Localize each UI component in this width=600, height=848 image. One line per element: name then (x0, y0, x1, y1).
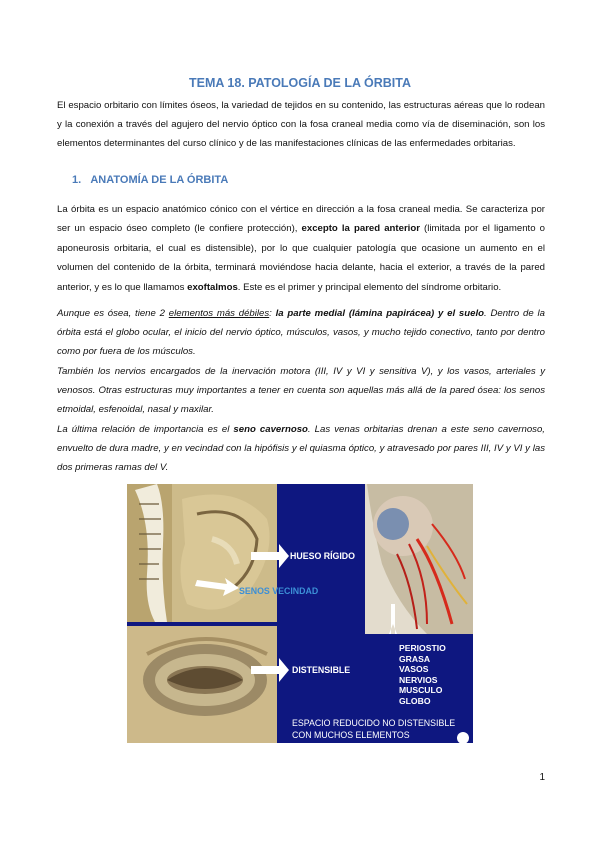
orbit-anatomy-figure (127, 484, 473, 743)
page-number: 1 (539, 772, 545, 783)
p2-bold-medial-floor: la parte medial (lámina papirácea) y el suelo (275, 308, 484, 319)
p1-text-e: . Este es el primer y principal elemento del síndrome orbitario. (237, 281, 502, 293)
page-title: TEMA 18. PATOLOGÍA DE LA ÓRBITA (189, 76, 411, 90)
label-distensible: DISTENSIBLE (292, 665, 351, 675)
content-item: PERIOSTIO (399, 643, 446, 653)
p1-text-a: La órbita es un espacio anatómico cónico con el vértice en dirección a la fosa craneal media. Se caracteriza por ser un espacio óseo completo (le confiere protección), (57, 204, 545, 235)
p2-text-e: . Dentro de la órbita está el globo ocular, el inicio del nervio óptico, músculos, vasos, y mucho tejido conectivo, tanto por dentro como por fuera de los músculos. (57, 308, 545, 357)
content-item: GRASA (399, 653, 431, 664)
content-item: VASOS (399, 664, 429, 674)
anatomy-paragraph-1 (57, 200, 545, 297)
content-item: MUSCULO (399, 685, 443, 695)
orbit-contents-list (399, 643, 446, 706)
content-item: GLOBO (399, 695, 431, 706)
anatomy-paragraph-2 (57, 304, 545, 361)
p2-text-a: Aunque es ósea, tiene 2 (57, 308, 169, 319)
p2-underlined-weak-elements: elementos más débiles (168, 308, 270, 319)
orbit-frontal-image (127, 626, 277, 743)
p2-text-c: : (269, 308, 276, 319)
section-number: 1. (72, 174, 82, 186)
section-title: ANATOMÍA DE LA ÓRBITA (90, 174, 229, 186)
section-heading (72, 174, 228, 186)
eye-dissection-image (365, 484, 473, 634)
caption-line-2: CON MUCHOS ELEMENTOS (292, 730, 410, 740)
label-senos-vecindad: SENOS VECINDAD (239, 586, 319, 596)
label-hueso-rigido: HUESO RÍGIDO (290, 551, 356, 561)
anatomy-paragraph-3: También los nervios encargados de la inervación motora (III, IV y VI y sensitiva V), y los vasos, arteriales y venosos. Otras estructuras muy importantes a tener en cuenta son aquellas más allá de la pared ósea: los senos etmoidal, esfenoidal, nasal y maxilar. (57, 366, 545, 415)
corner-dot (457, 732, 469, 743)
content-item: NERVIOS (399, 674, 438, 685)
p4-text-a: La última relación de importancia es el (57, 424, 234, 435)
p1-text-c: (limitada por el ligamento o aponeurosis orbitaria, el cual es distensible), por lo que cualquier patología que ocasione un aumento en el volumen del contenido de la órbita, terminará moviéndose hacia delante, hacia el exterior, a través de la pared anterior, y es lo que llamamos (57, 223, 545, 293)
anatomy-paragraph-4 (57, 420, 545, 477)
p4-bold-cavernous-sinus: seno cavernoso (233, 424, 308, 435)
intro-paragraph: El espacio orbitario con límites óseos, la variedad de tejidos en su contenido, las estructuras aéreas que lo rodean y la conexión a través del agujero del nervio óptico con la fosa craneal media como vía de diseminación, son los elementos determinantes del curso clínico y de las manifestaciones clínicas de las enfermedades orbitarias. (57, 100, 545, 149)
caption-line-1: ESPACIO REDUCIDO NO DISTENSIBLE (292, 718, 456, 728)
p1-bold-anterior-wall: excepto la pared anterior (301, 223, 420, 235)
p4-text-c: . Las venas orbitarias drenan a este seno cavernoso, envuelto de dura madre, y en vecindad con la hipófisis y el quiasma óptico, y atravesado por pares III, IV y VI y las dos primeras ramas del V. (57, 424, 545, 473)
p1-bold-exophthalmos: exoftalmos (187, 281, 238, 293)
